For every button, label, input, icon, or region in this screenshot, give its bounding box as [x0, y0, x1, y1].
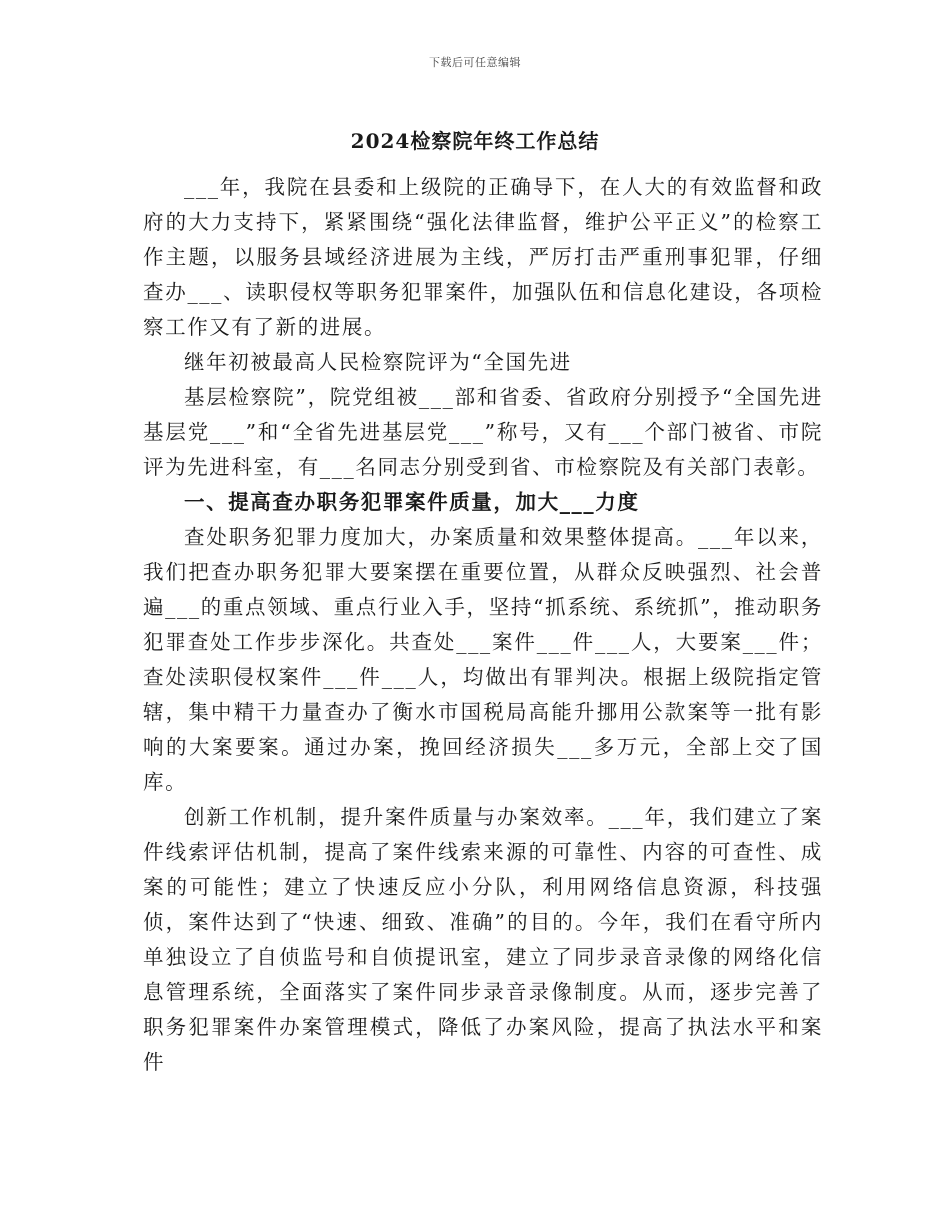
header-note: 下载后可任意编辑 — [429, 56, 521, 69]
honor-paragraph-continued: 基层检察院”，院党组被___部和省委、省政府分别授予“全国先进基层党___”和“全省先进基层党___”称号，又有___个部门被省、市院评为先进科室，有___名同志分别受到省、市检察院及有关部门表彰。 — [143, 385, 823, 479]
honor-paragraph-start: 继年初被最高人民检察院评为“全国先进 — [184, 350, 572, 374]
section-1-paragraph: 查处职务犯罪力度加大，办案质量和效果整体提高。___年以来，我们把查办职务犯罪大要案摆在重要位置，从群众反映强烈、社会普遍___的重点领域、重点行业入手，坚持“抓系统、系统抓”，推动职务犯罪查处工作步步深化。共查处___案件___件___人，大要案___件；查处渎职侵权案件___件___人，均做出有罪判决。根据上级院指定管辖，集中精干力量查办了衡水市国税局高能升挪用公款案等一批有影响的大案要案。通过办案，挽回经济损失___多万元，全部上交了国库。 — [143, 525, 823, 794]
intro-paragraph: ___年，我院在县委和上级院的正确导下，在人大的有效监督和政府的大力支持下，紧紧围绕“强化法律监督，维护公平正义”的检察工作主题，以服务县域经济进展为主线，严厉打击严重刑事犯罪，仔细查办___、读职侵权等职务犯罪案件，加强队伍和信息化建设，各项检察工作又有了新的进展。 — [143, 175, 823, 339]
section-heading-1: 一、提高查办职务犯罪案件质量，加大___力度 — [184, 490, 640, 514]
document-body — [143, 170, 823, 1080]
section-1-paragraph: 创新工作机制，提升案件质量与办案效率。___年，我们建立了案件线索评估机制，提高了案件线索来源的可靠性、内容的可查性、成案的可能性；建立了快速反应小分队，利用网络信息资源，科技强侦，案件达到了“快速、细致、准确”的目的。今年，我们在看守所内单独设立了自侦监号和自侦提讯室，建立了同步录音录像的网络化信息管理系统，全面落实了案件同步录音录像制度。从而，逐步完善了职务犯罪案件办案管理模式，降低了办案风险，提高了执法水平和案件 — [143, 805, 823, 1074]
document-title: 2024检察院年终工作总结 — [350, 129, 600, 153]
